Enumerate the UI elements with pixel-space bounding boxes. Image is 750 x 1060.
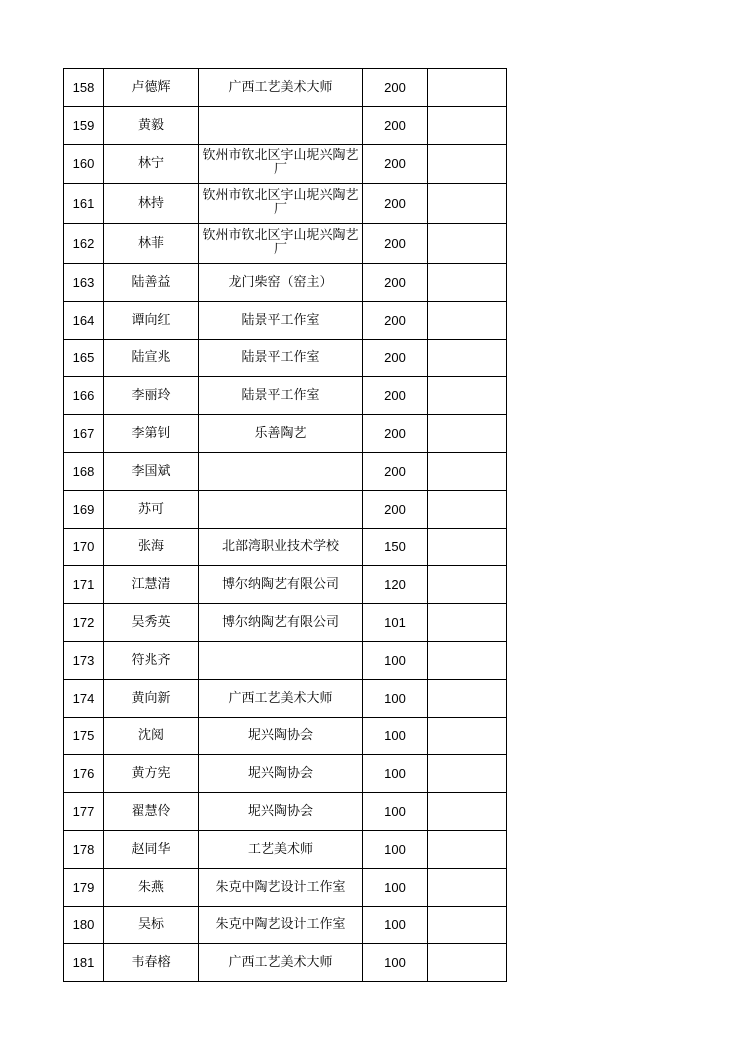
name-cell: 陆善益 <box>104 263 199 301</box>
name-cell: 翟慧伶 <box>104 793 199 831</box>
organization-cell <box>199 641 363 679</box>
table-row <box>64 490 507 528</box>
note-cell <box>428 755 507 793</box>
table-row <box>64 604 507 642</box>
note-cell <box>428 906 507 944</box>
name-cell: 韦春榕 <box>104 944 199 982</box>
row-number-cell: 165 <box>64 339 104 377</box>
amount-cell: 200 <box>363 106 428 144</box>
name-cell: 吴标 <box>104 906 199 944</box>
row-number-cell: 163 <box>64 263 104 301</box>
amount-cell: 200 <box>363 377 428 415</box>
name-cell: 卢德辉 <box>104 69 199 107</box>
organization-cell: 工艺美术师 <box>199 830 363 868</box>
name-cell: 吴秀英 <box>104 604 199 642</box>
row-number-cell: 161 <box>64 184 104 224</box>
organization-cell: 坭兴陶协会 <box>199 755 363 793</box>
organization-cell: 博尔纳陶艺有限公司 <box>199 604 363 642</box>
name-cell: 林菲 <box>104 224 199 264</box>
amount-cell: 100 <box>363 679 428 717</box>
table-row <box>64 566 507 604</box>
note-cell <box>428 830 507 868</box>
note-cell <box>428 604 507 642</box>
organization-cell <box>199 490 363 528</box>
organization-cell: 钦州市钦北区宇山坭兴陶艺厂 <box>199 144 363 184</box>
table-row <box>64 868 507 906</box>
organization-cell: 朱克中陶艺设计工作室 <box>199 906 363 944</box>
organization-cell: 广西工艺美术大师 <box>199 69 363 107</box>
note-cell <box>428 415 507 453</box>
amount-cell: 200 <box>363 339 428 377</box>
table-row <box>64 224 507 264</box>
organization-cell <box>199 452 363 490</box>
note-cell <box>428 106 507 144</box>
organization-cell: 龙门柴窑（窑主） <box>199 263 363 301</box>
name-cell: 江慧清 <box>104 566 199 604</box>
table-row <box>64 144 507 184</box>
row-number-cell: 181 <box>64 944 104 982</box>
table-row <box>64 944 507 982</box>
name-cell: 符兆齐 <box>104 641 199 679</box>
row-number-cell: 166 <box>64 377 104 415</box>
name-cell: 谭向红 <box>104 301 199 339</box>
organization-cell: 北部湾职业技术学校 <box>199 528 363 566</box>
table-row <box>64 641 507 679</box>
table-row <box>64 69 507 107</box>
note-cell <box>428 679 507 717</box>
row-number-cell: 172 <box>64 604 104 642</box>
note-cell <box>428 339 507 377</box>
organization-cell: 乐善陶艺 <box>199 415 363 453</box>
organization-cell: 朱克中陶艺设计工作室 <box>199 868 363 906</box>
name-cell: 林宁 <box>104 144 199 184</box>
note-cell <box>428 868 507 906</box>
table-row <box>64 263 507 301</box>
note-cell <box>428 566 507 604</box>
organization-cell: 坭兴陶协会 <box>199 793 363 831</box>
organization-cell: 陆景平工作室 <box>199 339 363 377</box>
table-row <box>64 793 507 831</box>
amount-cell: 200 <box>363 452 428 490</box>
row-number-cell: 171 <box>64 566 104 604</box>
note-cell <box>428 263 507 301</box>
name-cell: 张海 <box>104 528 199 566</box>
name-cell: 朱燕 <box>104 868 199 906</box>
row-number-cell: 164 <box>64 301 104 339</box>
amount-cell: 200 <box>363 415 428 453</box>
amount-cell: 100 <box>363 906 428 944</box>
table-row <box>64 528 507 566</box>
organization-cell: 钦州市钦北区宇山坭兴陶艺厂 <box>199 224 363 264</box>
amount-cell: 100 <box>363 830 428 868</box>
note-cell <box>428 528 507 566</box>
name-cell: 黄向新 <box>104 679 199 717</box>
row-number-cell: 174 <box>64 679 104 717</box>
amount-cell: 101 <box>363 604 428 642</box>
amount-cell: 200 <box>363 490 428 528</box>
table-row <box>64 452 507 490</box>
row-number-cell: 160 <box>64 144 104 184</box>
note-cell <box>428 144 507 184</box>
amount-cell: 100 <box>363 755 428 793</box>
row-number-cell: 180 <box>64 906 104 944</box>
table-row <box>64 339 507 377</box>
note-cell <box>428 69 507 107</box>
name-cell: 李第钊 <box>104 415 199 453</box>
organization-cell: 广西工艺美术大师 <box>199 944 363 982</box>
name-cell: 赵同华 <box>104 830 199 868</box>
row-number-cell: 178 <box>64 830 104 868</box>
row-number-cell: 179 <box>64 868 104 906</box>
table-row <box>64 906 507 944</box>
organization-cell: 陆景平工作室 <box>199 301 363 339</box>
name-cell: 黄毅 <box>104 106 199 144</box>
name-cell: 黄方宪 <box>104 755 199 793</box>
amount-cell: 100 <box>363 717 428 755</box>
amount-cell: 100 <box>363 793 428 831</box>
table-row <box>64 106 507 144</box>
note-cell <box>428 377 507 415</box>
row-number-cell: 175 <box>64 717 104 755</box>
row-number-cell: 159 <box>64 106 104 144</box>
table-row <box>64 377 507 415</box>
amount-cell: 150 <box>363 528 428 566</box>
amount-cell: 200 <box>363 301 428 339</box>
donation-table <box>63 68 507 982</box>
amount-cell: 200 <box>363 69 428 107</box>
note-cell <box>428 301 507 339</box>
row-number-cell: 169 <box>64 490 104 528</box>
row-number-cell: 177 <box>64 793 104 831</box>
name-cell: 沈阅 <box>104 717 199 755</box>
name-cell: 李丽玲 <box>104 377 199 415</box>
row-number-cell: 176 <box>64 755 104 793</box>
note-cell <box>428 224 507 264</box>
table-row <box>64 679 507 717</box>
amount-cell: 200 <box>363 263 428 301</box>
row-number-cell: 162 <box>64 224 104 264</box>
note-cell <box>428 793 507 831</box>
name-cell: 李国斌 <box>104 452 199 490</box>
row-number-cell: 173 <box>64 641 104 679</box>
organization-cell: 钦州市钦北区宇山坭兴陶艺厂 <box>199 184 363 224</box>
amount-cell: 120 <box>363 566 428 604</box>
table-row <box>64 184 507 224</box>
row-number-cell: 168 <box>64 452 104 490</box>
table-row <box>64 755 507 793</box>
table-body <box>64 69 507 982</box>
amount-cell: 100 <box>363 641 428 679</box>
table-row <box>64 717 507 755</box>
organization-cell: 博尔纳陶艺有限公司 <box>199 566 363 604</box>
organization-cell: 坭兴陶协会 <box>199 717 363 755</box>
organization-cell <box>199 106 363 144</box>
table-row <box>64 830 507 868</box>
note-cell <box>428 717 507 755</box>
name-cell: 苏可 <box>104 490 199 528</box>
note-cell <box>428 452 507 490</box>
amount-cell: 200 <box>363 144 428 184</box>
amount-cell: 100 <box>363 944 428 982</box>
table-row <box>64 415 507 453</box>
amount-cell: 200 <box>363 184 428 224</box>
row-number-cell: 170 <box>64 528 104 566</box>
name-cell: 林持 <box>104 184 199 224</box>
note-cell <box>428 490 507 528</box>
organization-cell: 陆景平工作室 <box>199 377 363 415</box>
note-cell <box>428 944 507 982</box>
amount-cell: 200 <box>363 224 428 264</box>
note-cell <box>428 641 507 679</box>
organization-cell: 广西工艺美术大师 <box>199 679 363 717</box>
note-cell <box>428 184 507 224</box>
row-number-cell: 158 <box>64 69 104 107</box>
row-number-cell: 167 <box>64 415 104 453</box>
name-cell: 陆宣兆 <box>104 339 199 377</box>
table-row <box>64 301 507 339</box>
amount-cell: 100 <box>363 868 428 906</box>
